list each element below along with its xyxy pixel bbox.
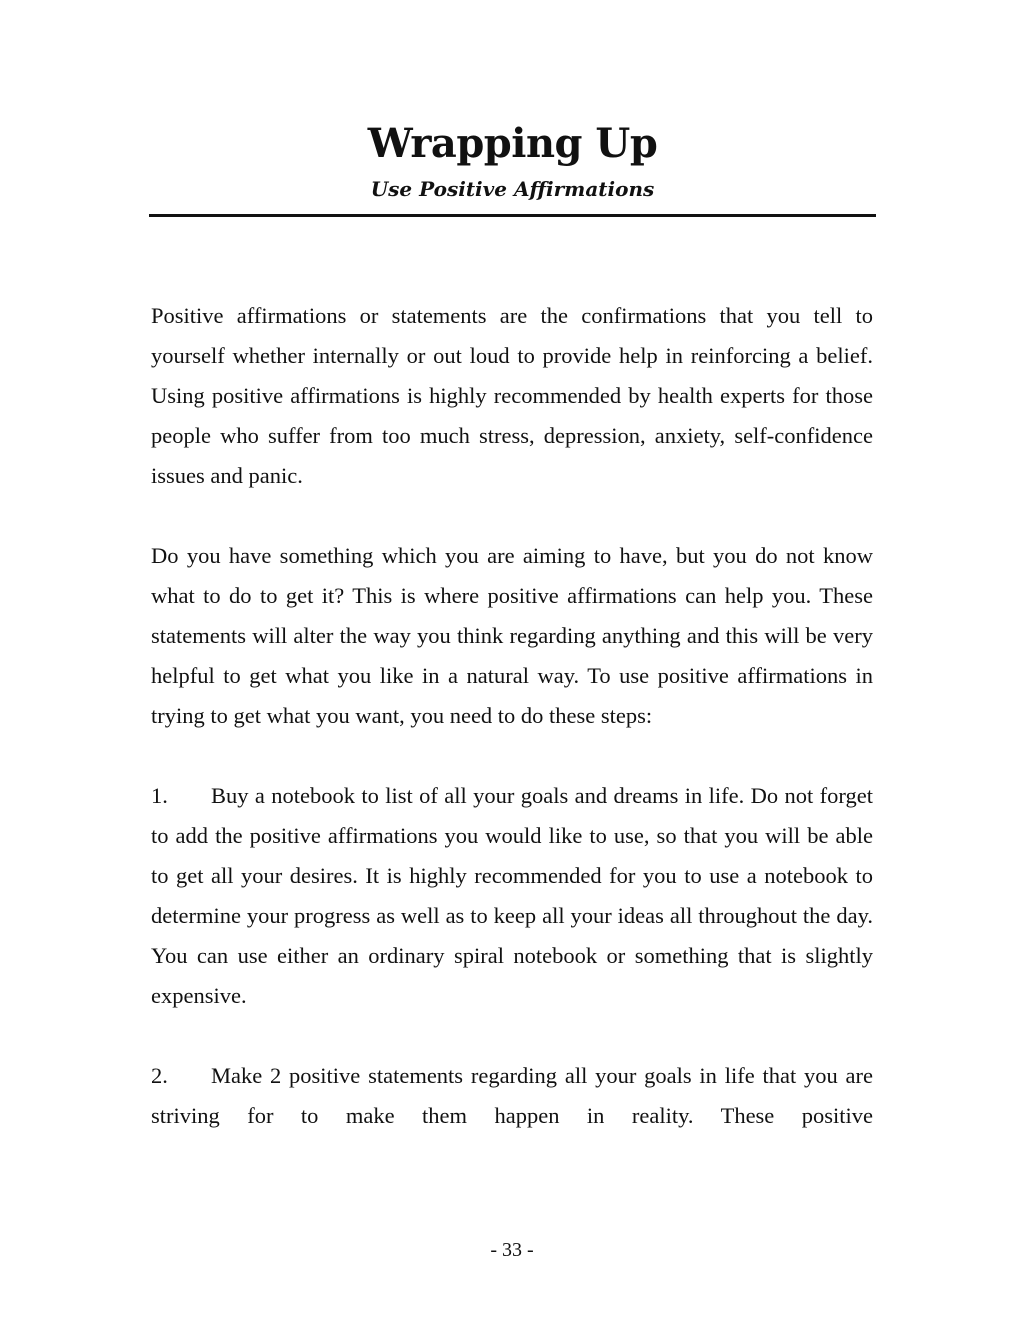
list-item-text: Buy a notebook to list of all your goals and dreams in life. Do not forget to add the positive affirmations you would like to use, so that you will be able to get all your desires. It is highly recommended for you to use a notebook to determine your progress as well as to keep all your ideas all throughout the day. You can use either an ordinary spiral notebook or something that is slightly expensive. (151, 783, 873, 1008)
page-number: - 33 - (490, 1239, 534, 1261)
chapter-subtitle: Use Positive Affirmations (370, 177, 655, 201)
list-item (151, 776, 873, 1016)
chapter-title: Wrapping Up (367, 120, 658, 167)
header-divider (149, 214, 876, 217)
list-item-number: 2. (151, 1063, 168, 1088)
paragraph: Positive affirmations or statements are the confirmations that you tell to yourself whether internally or out loud to provide help in reinforcing a belief. Using positive affirmations is highly recommended by health experts for those people who suffer from too much stress, depression, anxiety, self-confidence issues and panic. (151, 303, 873, 488)
list-item (151, 1056, 873, 1136)
body-text (151, 296, 873, 1176)
list-item-number: 1. (151, 783, 168, 808)
paragraph: Do you have something which you are aiming to have, but you do not know what to do to get it? This is where positive affirmations can help you. These statements will alter the way you think regarding anything and this will be very helpful to get what you like in a natural way. To use positive affirmations in trying to get what you want, you need to do these steps: (151, 543, 873, 728)
chapter-header (149, 118, 876, 204)
list-item-text: Make 2 positive statements regarding all your goals in life that you are striving for to make them happen in reality. These positive (151, 1063, 873, 1128)
